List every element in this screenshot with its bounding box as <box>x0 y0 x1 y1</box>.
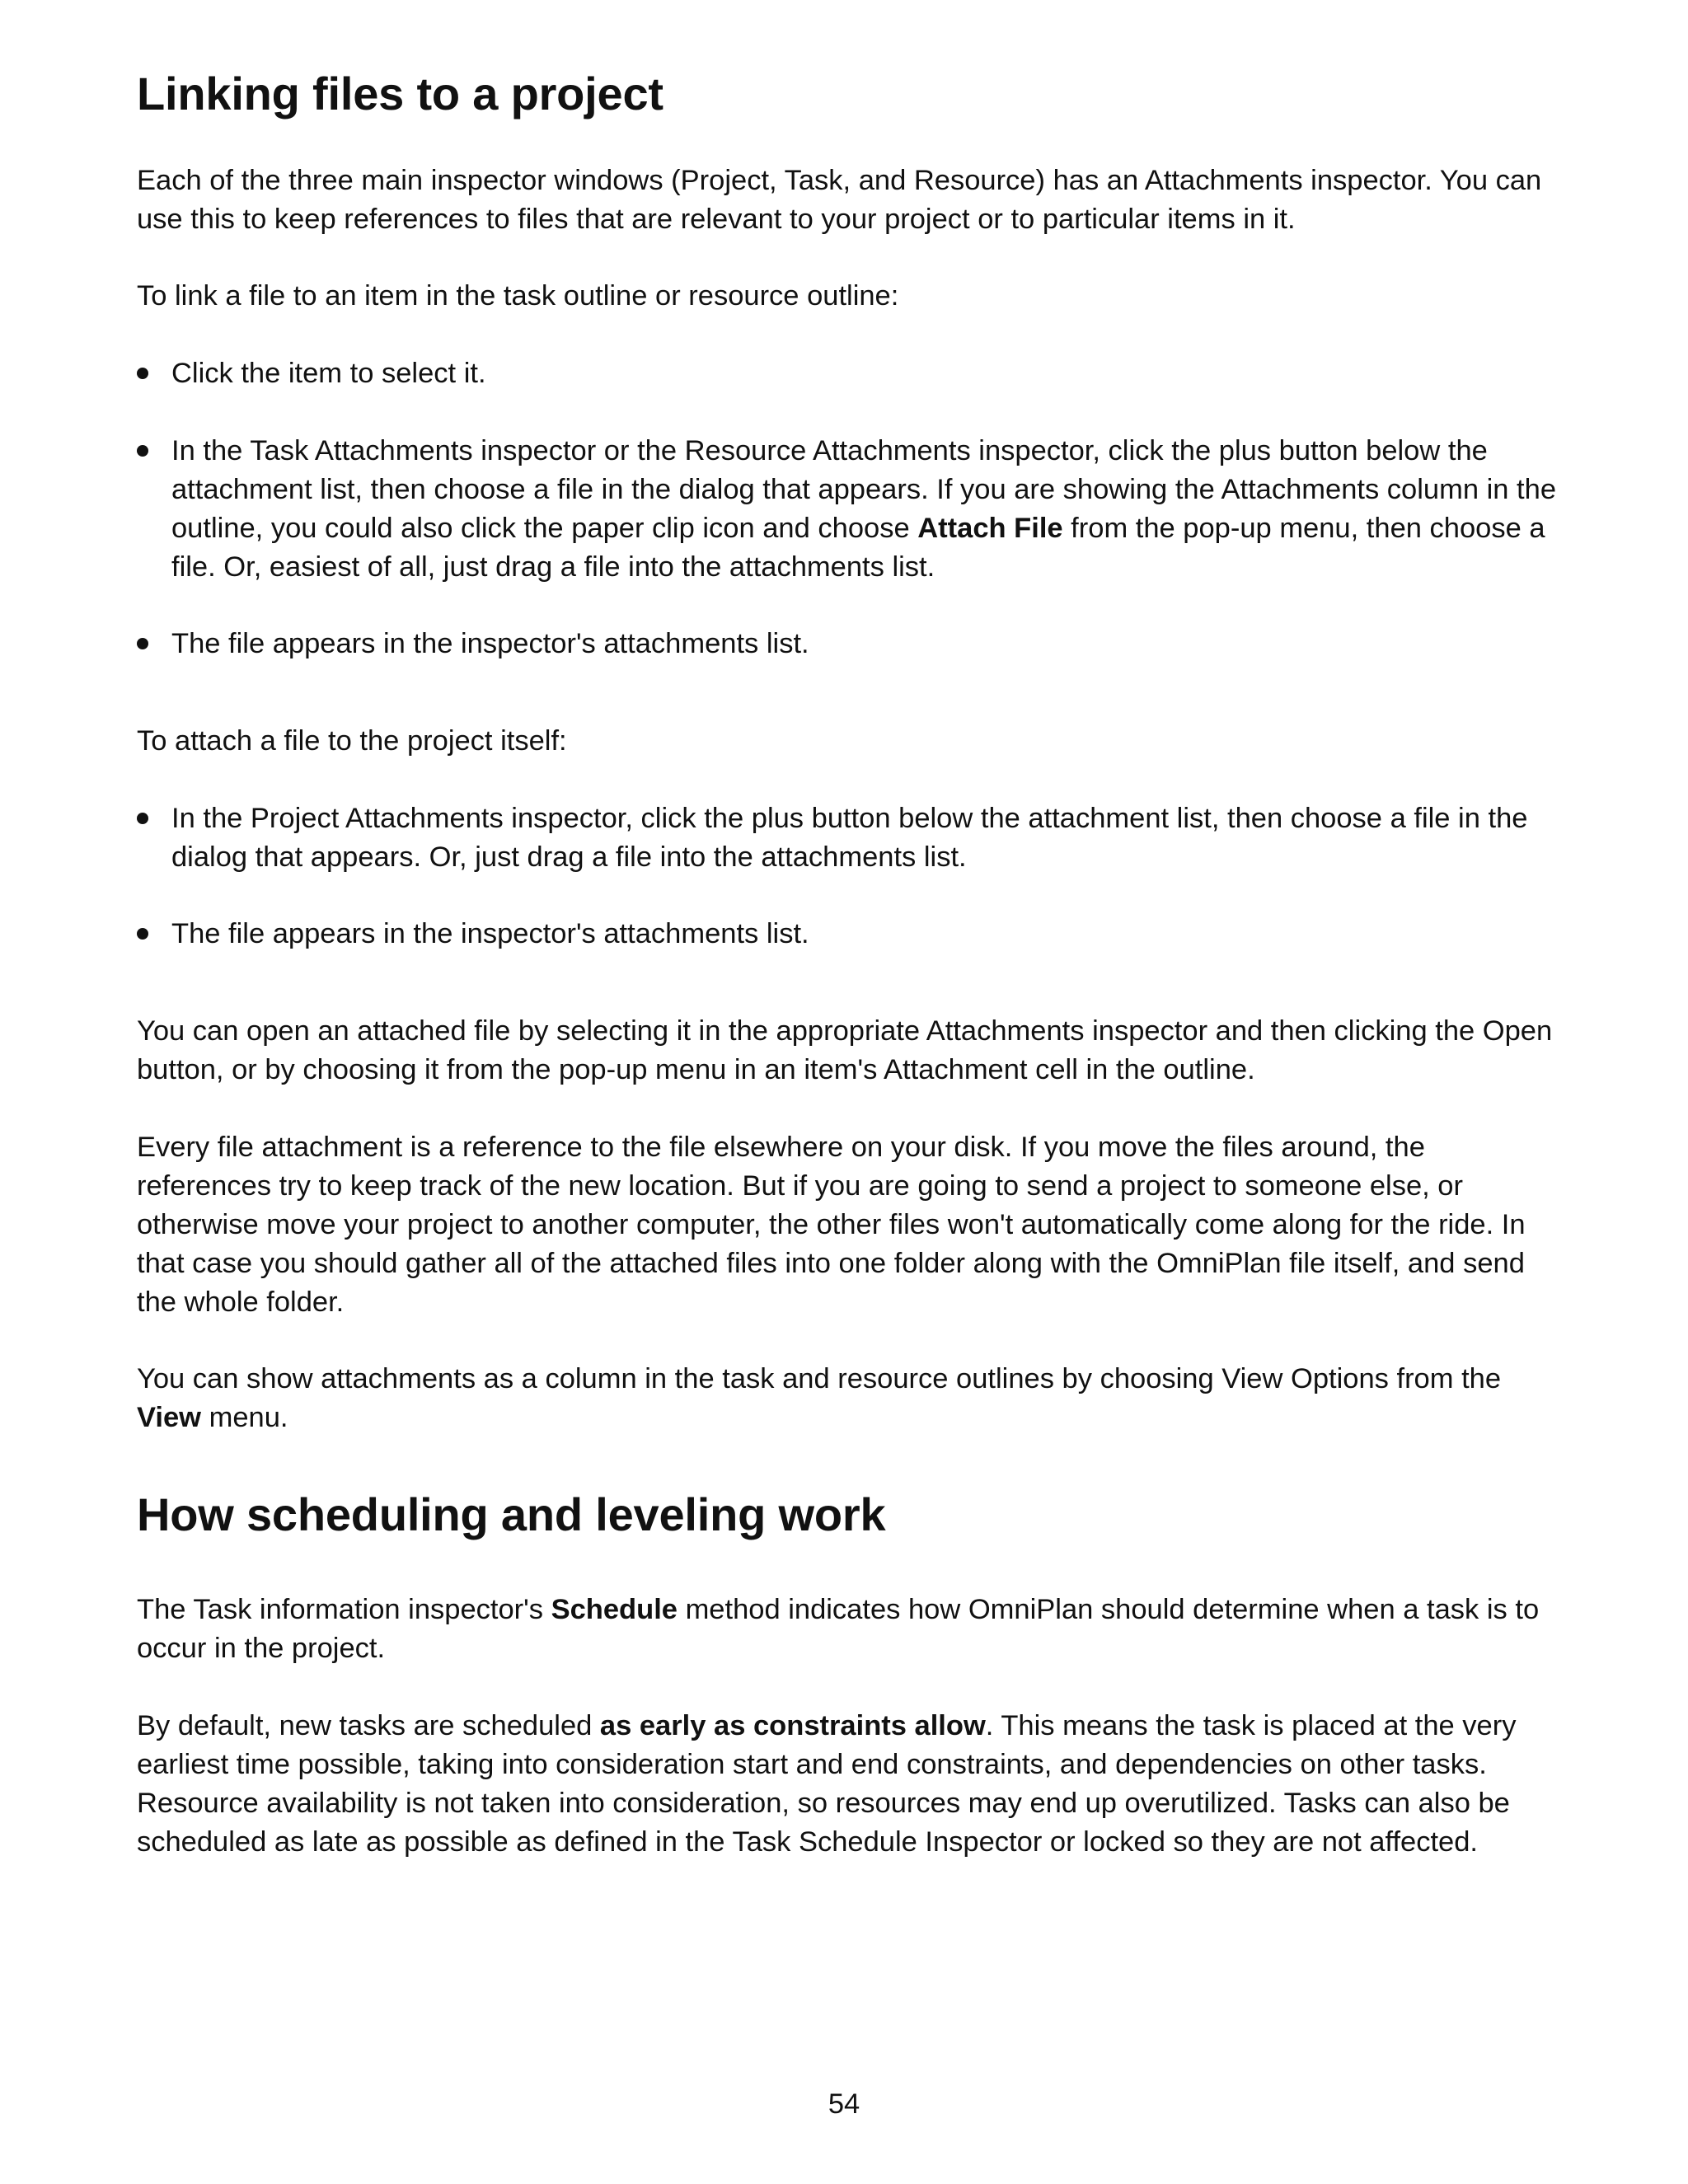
list-item-text: The file appears in the inspector's attachments list. <box>171 918 809 949</box>
list-item <box>137 432 1566 587</box>
list-item-text-b: from the pop-up menu, then choose a file. Or, easiest of all, just drag a file into the attachments list. <box>171 513 1545 583</box>
lead-project-paragraph: To attach a file to the project itself: <box>137 725 567 757</box>
schedule-method-paragraph <box>137 1591 1566 1668</box>
page-number: 54 <box>828 2088 860 2120</box>
schedule-term: Schedule <box>551 1594 678 1625</box>
schedule-text-a: The Task information inspector's <box>137 1594 551 1625</box>
intro-paragraph: Each of the three main inspector windows (Project, Task, and Resource) has an Attachments inspector. You can use this to keep references to files that are relevant to your project or to particular items in it. <box>137 165 1542 235</box>
project-steps-list <box>137 799 1566 877</box>
item-steps-list-2 <box>137 432 1566 587</box>
project-steps-list-2 <box>137 915 1566 954</box>
list-item <box>137 915 1566 954</box>
list-item-text: Click the item to select it. <box>171 358 486 389</box>
open-attachment-paragraph: You can open an attached file by selecting it in the appropriate Attachments inspector and then clicking the Open button, or by choosing it from the pop-up menu in an item's Attachment cell in the outline. <box>137 1015 1553 1085</box>
attach-file-menu-term: Attach File <box>917 513 1063 544</box>
bullet-icon <box>137 445 148 457</box>
section-heading-scheduling: How scheduling and leveling work <box>137 1488 886 1540</box>
list-item-text: In the Project Attachments inspector, click the plus button below the attachment list, then choose a file in the dialog that appears. Or, just drag a file into the attachments list. <box>171 803 1528 873</box>
list-item <box>137 354 1566 393</box>
lead-item-paragraph: To link a file to an item in the task outline or resource outline: <box>137 280 899 312</box>
show-attachments-text-b: menu. <box>201 1402 288 1433</box>
bullet-icon <box>137 928 148 940</box>
default-scheduling-text-b: . This means the task is placed at the very earliest time possible, taking into consideration start and end constraints, and dependencies on other tasks. Resource availability is not taken into consideration, so resources may end up overutilized. Tasks can also be scheduled as late as possible as defined in the Task Schedule Inspector or locked so they are not affected. <box>137 1710 1517 1858</box>
schedule-text-b: method indicates how OmniPlan should determine when a task is to occur in the project. <box>137 1594 1540 1664</box>
bullet-icon <box>137 368 148 379</box>
bullet-icon <box>137 813 148 824</box>
list-item-text: The file appears in the inspector's attachments list. <box>171 628 809 659</box>
item-steps-list-3 <box>137 625 1566 663</box>
early-constraints-term: as early as constraints allow <box>599 1710 986 1741</box>
view-menu-term: View <box>137 1402 201 1433</box>
show-attachments-text-a: You can show attachments as a column in the task and resource outlines by choosing View Options from the <box>137 1363 1502 1394</box>
show-attachments-paragraph <box>137 1360 1566 1437</box>
list-item <box>137 799 1566 877</box>
default-scheduling-paragraph <box>137 1707 1566 1862</box>
list-item <box>137 625 1566 663</box>
default-scheduling-text-a: By default, new tasks are scheduled <box>137 1710 600 1741</box>
item-steps-list <box>137 354 1566 393</box>
list-item-text-a: In the Task Attachments inspector or the Resource Attachments inspector, click the plus button below the attachment list, then choose a file in the dialog that appears. If you are showing the Attachments column in the outline, you could also click the paper clip icon and choose <box>171 435 1557 544</box>
section-heading-linking-files: Linking files to a project <box>137 68 663 120</box>
bullet-icon <box>137 638 148 649</box>
file-reference-paragraph: Every file attachment is a reference to the file elsewhere on your disk. If you move the files around, the references try to keep track of the new location. But if you are going to send a project to someone else, or otherwise move your project to another computer, the other files won't automatically come along for the ride. In that case you should gather all of the attached files into one folder along with the OmniPlan file itself, and send the whole folder. <box>137 1132 1526 1318</box>
